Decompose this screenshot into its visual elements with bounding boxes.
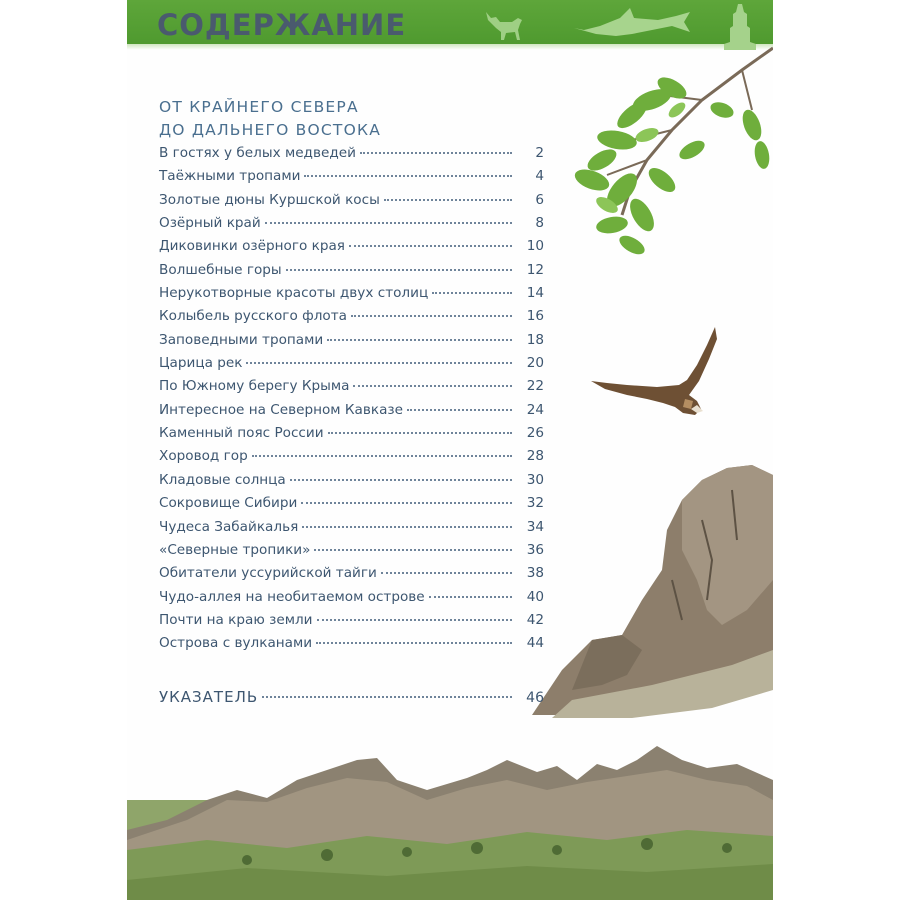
dot-leader	[328, 432, 512, 434]
toc-entry[interactable]	[159, 308, 544, 331]
toc-entry-title: В гостях у белых медведей	[159, 145, 356, 161]
toc-entry-page: 18	[526, 331, 544, 348]
toc-entry[interactable]	[159, 262, 544, 285]
toc-entry-title: Каменный пояс России	[159, 425, 324, 442]
toc-entry-page: 38	[526, 565, 544, 582]
toc-entry-title: Таёжными тропами	[159, 168, 301, 185]
dot-leader	[304, 175, 512, 177]
dot-leader	[290, 479, 512, 481]
dot-leader	[301, 502, 512, 504]
toc-entry-page: 26	[526, 425, 544, 442]
toc-entry[interactable]	[159, 145, 544, 168]
dot-leader	[384, 199, 512, 201]
toc-entry-page: 40	[526, 588, 544, 605]
dot-leader	[262, 696, 512, 698]
toc-entry[interactable]	[159, 285, 544, 308]
toc-entry[interactable]	[159, 425, 544, 448]
index-page: 46	[526, 689, 544, 706]
dot-leader	[349, 245, 512, 247]
toc-entry-page: 8	[535, 215, 544, 232]
toc-entry[interactable]	[159, 238, 544, 261]
toc-entry[interactable]	[159, 495, 544, 518]
dot-leader	[317, 619, 513, 621]
toc-entry-title: Диковинки озёрного края	[159, 238, 345, 255]
toc-entry[interactable]	[159, 565, 544, 588]
book-page	[127, 0, 773, 900]
toc-entry[interactable]	[159, 472, 544, 495]
toc-entry-page: 4	[535, 168, 544, 185]
toc-entry-title: По Южному берегу Крыма	[159, 378, 350, 395]
dot-leader	[302, 526, 512, 528]
toc-entry-page: 24	[526, 401, 544, 418]
toc-entry-page: 22	[526, 378, 544, 395]
toc-entry[interactable]	[159, 332, 544, 355]
toc-entry[interactable]	[159, 542, 544, 565]
toc-entry-page: 30	[526, 471, 544, 488]
mountain-landscape-image	[127, 740, 773, 900]
dot-leader	[265, 222, 512, 224]
toc-entry-page: 16	[526, 308, 544, 325]
section-title-line-1: ОТ КРАЙНЕГО СЕВЕРА	[159, 98, 359, 116]
toc-entry-page: 10	[526, 238, 544, 255]
eagle-image	[587, 325, 722, 420]
toc-entry-page: 2	[535, 145, 544, 161]
toc-entry-title: Хоровод гор	[159, 448, 248, 465]
toc-entry-title: Золотые дюны Куршской косы	[159, 191, 380, 208]
toc-entry-title: Сокровище Сибири	[159, 495, 298, 512]
toc-entry[interactable]	[159, 378, 544, 401]
toc-entry-title: «Северные тропики»	[159, 541, 311, 558]
toc-entry-page: 14	[526, 285, 544, 302]
toc-entry-page: 32	[526, 495, 544, 512]
toc-entry-title: Колыбель русского флота	[159, 308, 347, 325]
section-title-line-2: ДО ДАЛЬНЕГО ВОСТОКА	[159, 121, 381, 139]
dot-leader	[360, 152, 512, 154]
dot-leader	[432, 292, 512, 294]
rocky-cliff-image	[532, 460, 773, 720]
toc-entry-title: Чудо-аллея на необитаемом острове	[159, 588, 425, 605]
toc-entry[interactable]	[159, 589, 544, 612]
toc-entry-title: Острова с вулканами	[159, 635, 313, 652]
dot-leader	[314, 549, 512, 551]
toc-entry-title: Почти на краю земли	[159, 611, 313, 628]
dot-leader	[351, 315, 512, 317]
toc-index-entry[interactable]	[159, 688, 544, 706]
toc-entry-title: Волшебные горы	[159, 261, 282, 278]
toc-entry-title: Чудеса Забайкалья	[159, 518, 299, 535]
toc-entry-title: Озёрный край	[159, 215, 261, 232]
fox-silhouette-icon	[482, 8, 526, 42]
toc-entry-page: 20	[526, 355, 544, 372]
dot-leader	[381, 572, 512, 574]
dot-leader	[252, 455, 512, 457]
toc-entries	[159, 145, 544, 659]
toc-entry-page: 42	[526, 611, 544, 628]
toc-entry-page: 28	[526, 448, 544, 465]
toc-entry-title: Интересное на Северном Кавказе	[159, 401, 403, 418]
section-title	[159, 96, 544, 142]
toc-entry[interactable]	[159, 192, 544, 215]
toc-entry-title: Заповедными тропами	[159, 331, 324, 348]
toc-entry-page: 36	[526, 541, 544, 558]
toc-entry-page: 34	[526, 518, 544, 535]
dot-leader	[246, 362, 512, 364]
dot-leader	[407, 409, 512, 411]
toc-entry-title: Нерукотворные красоты двух столиц	[159, 285, 429, 302]
toc-entry-page: 44	[526, 635, 544, 652]
index-title: УКАЗАТЕЛЬ	[159, 687, 259, 706]
page-title: СОДЕРЖАНИЕ	[157, 8, 407, 42]
toc-entry-title: Кладовые солнца	[159, 471, 286, 488]
toc-entry-page: 12	[526, 261, 544, 278]
dot-leader	[353, 385, 512, 387]
toc-entry[interactable]	[159, 215, 544, 238]
dot-leader	[286, 269, 512, 271]
toc-entry[interactable]	[159, 168, 544, 191]
toc-entry[interactable]	[159, 612, 544, 635]
shark-silhouette-icon	[572, 6, 692, 40]
tree-branch-image	[552, 40, 773, 255]
toc-entry[interactable]	[159, 448, 544, 471]
toc-entry[interactable]	[159, 402, 544, 425]
toc-entry[interactable]	[159, 355, 544, 378]
toc-entry-title: Обитатели уссурийской тайги	[159, 565, 377, 582]
toc-entry[interactable]	[159, 519, 544, 542]
table-of-contents	[159, 96, 544, 706]
toc-entry-page: 6	[535, 191, 544, 208]
dot-leader	[316, 642, 512, 644]
toc-entry[interactable]	[159, 635, 544, 658]
dot-leader	[327, 339, 512, 341]
dot-leader	[429, 596, 512, 598]
toc-entry-title: Царица рек	[159, 355, 243, 372]
